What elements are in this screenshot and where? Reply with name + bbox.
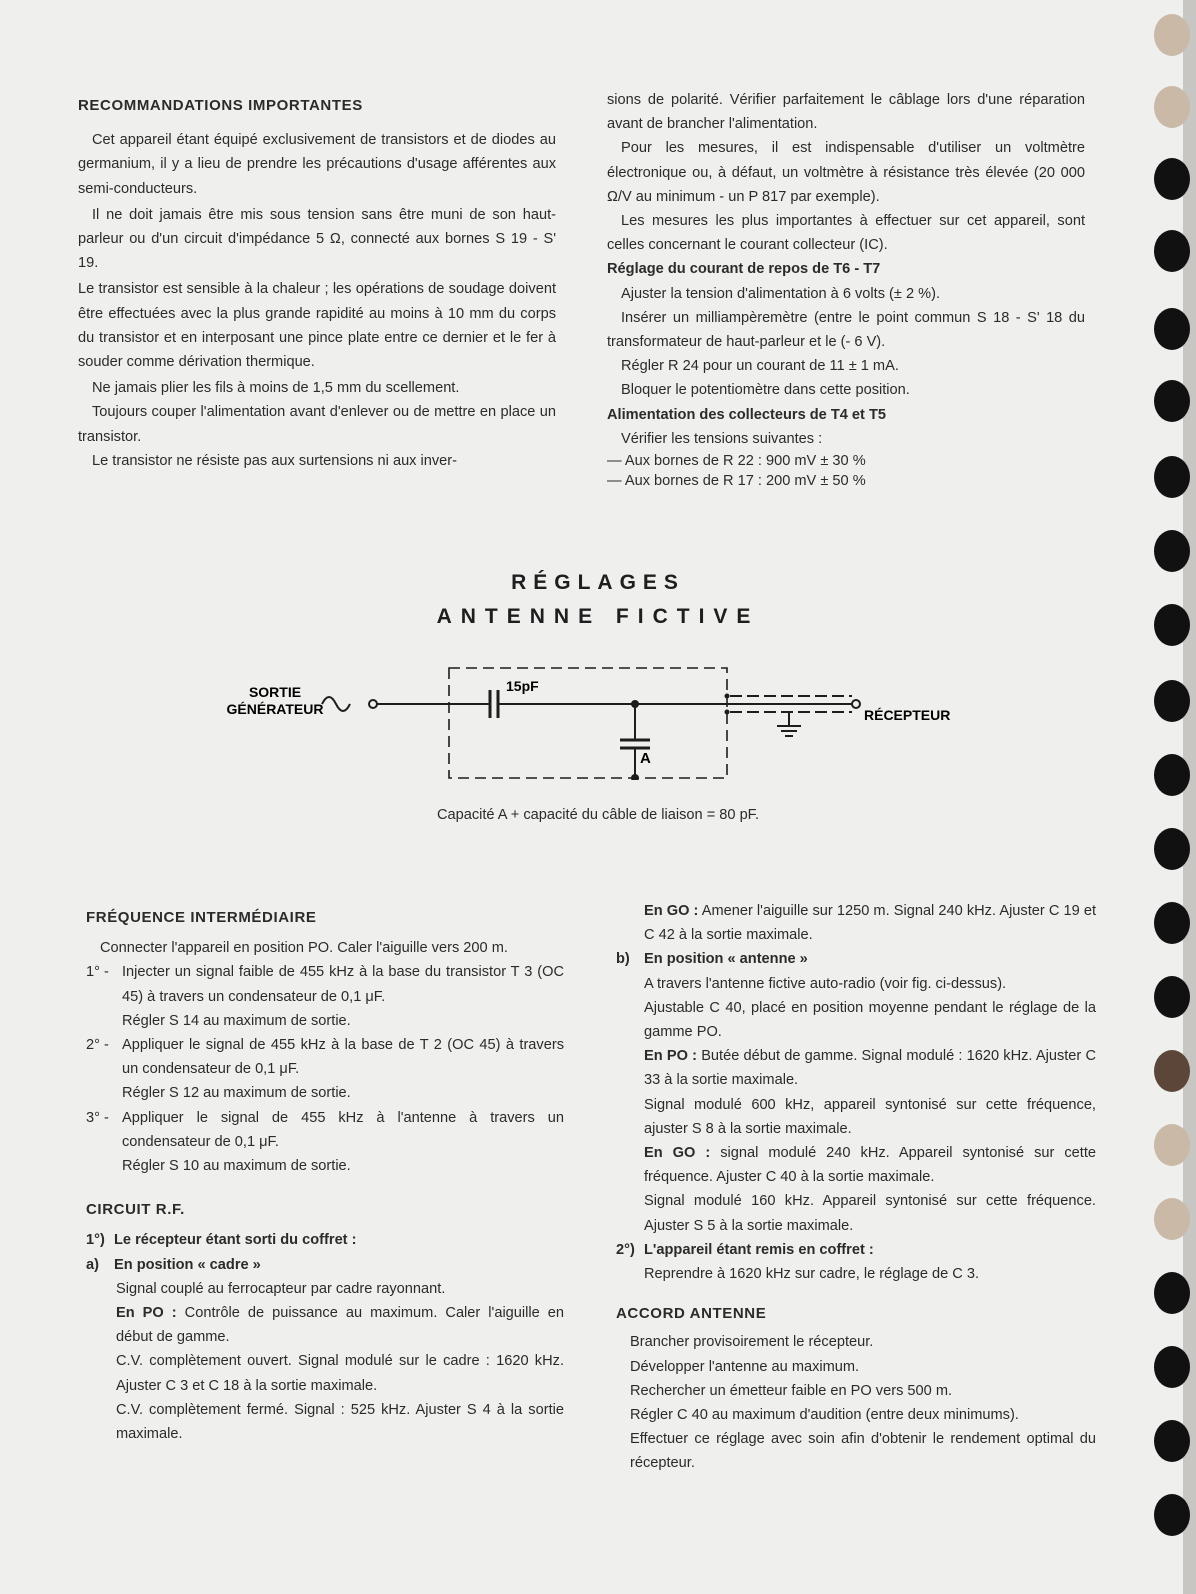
paragraph: Ne jamais plier les fils à moins de 1,5 mm du scellement. — [92, 380, 460, 397]
rest-current-heading: Réglage du courant de repos de T6 - T7 — [607, 261, 881, 278]
receiver-label: RÉCEPTEUR — [864, 707, 951, 723]
rf-a-cv1: C.V. complètement ouvert. Signal modulé sur le cadre : 1620 kHz. Ajuster C 3 et C 18 à la sortie maximale. — [116, 1353, 564, 1394]
binder-hole — [1154, 230, 1190, 272]
binder-hole — [1154, 86, 1190, 128]
binder-hole — [1154, 902, 1190, 944]
binder-hole — [1154, 1124, 1190, 1166]
binder-hole — [1154, 1494, 1190, 1536]
capacitor-a-label: A — [640, 750, 651, 767]
go-label: En GO : — [644, 903, 699, 919]
paragraph: Le transistor est sensible à la chaleur ; les opérations de soudage doivent être effectuées avec la plus grande rapidité au moins à 10 mm du corps du transistor et en interposant une pince plate entre ce dernier et le fer à souder comme dérivation thermique. — [78, 281, 556, 371]
rf-b-text2: Ajustable C 40, placé en position moyenne pendant le réglage de la gamme PO. — [644, 999, 1096, 1041]
step: Régler R 24 pour un courant de 11 ± 1 mA. — [621, 358, 899, 375]
step: Insérer un milliampèremètre (entre le point commun S 18 - S' 18 du transformateur de haut-parleur et le (- 6 V). — [607, 309, 1085, 351]
collector-heading: Alimentation des collecteurs de T4 et T5 — [607, 406, 886, 423]
rf-b-po2: Signal modulé 600 kHz, appareil syntonisé sur cette fréquence, ajuster S 8 à la sortie maximale. — [644, 1096, 1096, 1137]
binder-hole — [1154, 1346, 1190, 1388]
if-column — [86, 906, 564, 1446]
source-label-2: GÉNÉRATEUR — [226, 701, 324, 717]
rf-a — [86, 1253, 564, 1277]
paragraph: Toujours couper l'alimentation avant d'enlever ou de mettre en place un transistor. — [78, 404, 556, 445]
rf-a-po — [116, 1301, 564, 1349]
paragraph: Cet appareil étant équipé exclusivement de transistors et de diodes au germanium, il y a lieu de prendre les précautions d'usage afférentes aux semi-conducteurs. — [78, 132, 556, 197]
rf-step1-title: Le récepteur étant sorti du coffret : — [114, 1232, 357, 1249]
rf-a-body — [86, 1277, 564, 1446]
dummy-antenna-diagram — [0, 660, 1196, 780]
binder-hole — [1154, 680, 1190, 722]
po-text: Butée début de gamme. Signal modulé : 1620 kHz. Ajuster C 33 à la sortie maximale. — [644, 1048, 1097, 1089]
go-text: signal modulé 240 kHz. Appareil syntonisé sur cette fréquence. Ajuster C 40 à la sortie maximale. — [644, 1145, 1096, 1186]
binder-hole — [1154, 1050, 1190, 1092]
go-text: Amener l'aiguille sur 1250 m. Signal 240 kHz. Ajuster C 19 et C 42 à la sortie maximale. — [644, 903, 1096, 944]
binder-hole — [1154, 14, 1190, 56]
accord-item: Brancher provisoirement le récepteur. — [630, 1334, 874, 1351]
rf-b-text1: A travers l'antenne fictive auto-radio (voir fig. ci-dessus). — [644, 975, 1007, 992]
accord-heading: ACCORD ANTENNE — [616, 1305, 767, 1323]
binder-hole — [1154, 1272, 1190, 1314]
step-number: 1° - — [86, 964, 109, 981]
rf-b — [616, 947, 1096, 971]
paragraph: Le transistor ne résiste pas aux surtensions ni aux inver- — [92, 452, 458, 469]
if-step — [86, 1033, 564, 1081]
rf-b-body — [616, 972, 1096, 1238]
binder-hole — [1154, 380, 1190, 422]
recommendations-heading: RECOMMANDATIONS IMPORTANTES — [78, 97, 363, 114]
paragraph: Les mesures les plus importantes à effectuer sur cet appareil, sont celles concernant le courant collecteur (IC). — [607, 213, 1085, 254]
rf-a-label: a) — [86, 1256, 99, 1273]
rf-continued-column — [616, 899, 1096, 1476]
binder-hole — [1154, 1420, 1190, 1462]
go-block — [616, 899, 1096, 947]
step-sub: Régler S 12 au maximum de sortie. — [122, 1085, 351, 1102]
step: Bloquer le potentiomètre dans cette position. — [621, 382, 910, 399]
po-label: En PO : — [116, 1305, 177, 1322]
paragraph: Il ne doit jamais être mis sous tension sans être muni de son haut-parleur ou d'un circuit d'impédance 5 Ω, connecté aux bornes S 19 - S' 19. — [78, 206, 556, 272]
step-sub: Régler S 10 au maximum de sortie. — [122, 1158, 351, 1175]
accord-item: Développer l'antenne au maximum. — [630, 1358, 860, 1375]
binder-hole — [1154, 754, 1190, 796]
step-text: Appliquer le signal de 455 kHz à l'antenne à travers un condensateur de 0,1 μF. — [122, 1109, 564, 1150]
rf-step2 — [616, 1238, 1096, 1262]
rf-step2-label: 2°) — [616, 1241, 635, 1258]
accord-item: Effectuer ce réglage avec soin afin d'obtenir le rendement optimal du récepteur. — [630, 1431, 1096, 1472]
rf-step1 — [86, 1228, 564, 1252]
rf-a-text: Signal couplé au ferrocapteur par cadre rayonnant. — [116, 1280, 446, 1297]
accord-item: Rechercher un émetteur faible en PO vers 500 m. — [630, 1382, 953, 1399]
accord-item: Régler C 40 au maximum d'audition (entre deux minimums). — [630, 1407, 1019, 1424]
if-step — [86, 960, 564, 1008]
rf-b-title: En position « antenne » — [644, 951, 808, 968]
rf-a-title: En position « cadre » — [114, 1256, 261, 1273]
rf-step2-title: L'appareil étant remis en coffret : — [644, 1241, 874, 1258]
rf-step1-label: 1°) — [86, 1232, 105, 1249]
measurements-column — [607, 88, 1085, 491]
binder-hole — [1154, 530, 1190, 572]
source-label-1: SORTIE — [248, 684, 302, 700]
if-step — [86, 1106, 564, 1154]
step: Ajuster la tension d'alimentation à 6 volts (± 2 %). — [621, 285, 941, 302]
paragraph: Pour les mesures, il est indispensable d'utiliser un voltmètre électronique ou, à défaut, un voltmètre à résistance très élevée (20 000 Ω/V au minimum - un P 817 par exemple). — [607, 140, 1085, 205]
if-intro: Connecter l'appareil en position PO. Caler l'aiguille vers 200 m. — [100, 940, 508, 957]
binder-hole — [1154, 828, 1190, 870]
intro: Vérifier les tensions suivantes : — [621, 430, 823, 447]
binder-hole — [1154, 1198, 1190, 1240]
po-label: En PO : — [644, 1048, 697, 1065]
section-title: RÉGLAGES — [511, 571, 685, 594]
go-label: En GO : — [644, 1145, 711, 1162]
voltage-item: — Aux bornes de R 22 : 900 mV ± 30 % — [607, 453, 866, 470]
go-line — [644, 899, 1096, 947]
binder-hole — [1154, 604, 1190, 646]
step-text: Appliquer le signal de 455 kHz à la base de T 2 (OC 45) à travers un condensateur de 0,1 μF. — [122, 1037, 564, 1078]
section-subtitle: ANTENNE FICTIVE — [436, 605, 760, 628]
diagram-caption: Capacité A + capacité du câble de liaison = 80 pF. — [436, 807, 760, 823]
rf-b-label: b) — [616, 951, 630, 968]
po-text: Contrôle de puissance au maximum. Caler l'aiguille en début de gamme. — [116, 1305, 565, 1346]
binder-hole — [1154, 456, 1190, 498]
if-heading: FRÉQUENCE INTERMÉDIAIRE — [86, 909, 317, 926]
rf-heading: CIRCUIT R.F. — [86, 1201, 185, 1219]
step-text: Injecter un signal faible de 455 kHz à la base du transistor T 3 (OC 45) à travers un condensateur de 0,1 μF. — [122, 964, 564, 1005]
step-sub: Régler S 14 au maximum de sortie. — [122, 1012, 351, 1029]
rf-b-go2: Signal modulé 160 kHz. Appareil syntonisé sur cette fréquence. Ajuster S 5 à la sortie maximale. — [644, 1193, 1096, 1234]
capacitor-label: 15pF — [506, 678, 539, 694]
accord-list — [616, 1330, 1096, 1475]
rf-b-po — [644, 1044, 1096, 1092]
step-number: 3° - — [86, 1109, 109, 1126]
continuation-text: sions de polarité. Vérifier parfaitement le câblage lors d'une réparation avant de brancher l'alimentation. — [607, 92, 1085, 133]
step-number: 2° - — [86, 1037, 109, 1054]
binder-hole — [1154, 308, 1190, 350]
rf-a-cv2: C.V. complètement fermé. Signal : 525 kHz. Ajuster S 4 à la sortie maximale. — [116, 1401, 564, 1443]
rf-step2-text: Reprendre à 1620 kHz sur cadre, le réglage de C 3. — [644, 1266, 980, 1283]
rf-b-go — [644, 1141, 1096, 1189]
binder-hole — [1154, 976, 1190, 1018]
recommendations-column — [78, 94, 556, 473]
voltage-item: — Aux bornes de R 17 : 200 mV ± 50 % — [607, 473, 866, 490]
binder-hole — [1154, 158, 1190, 200]
